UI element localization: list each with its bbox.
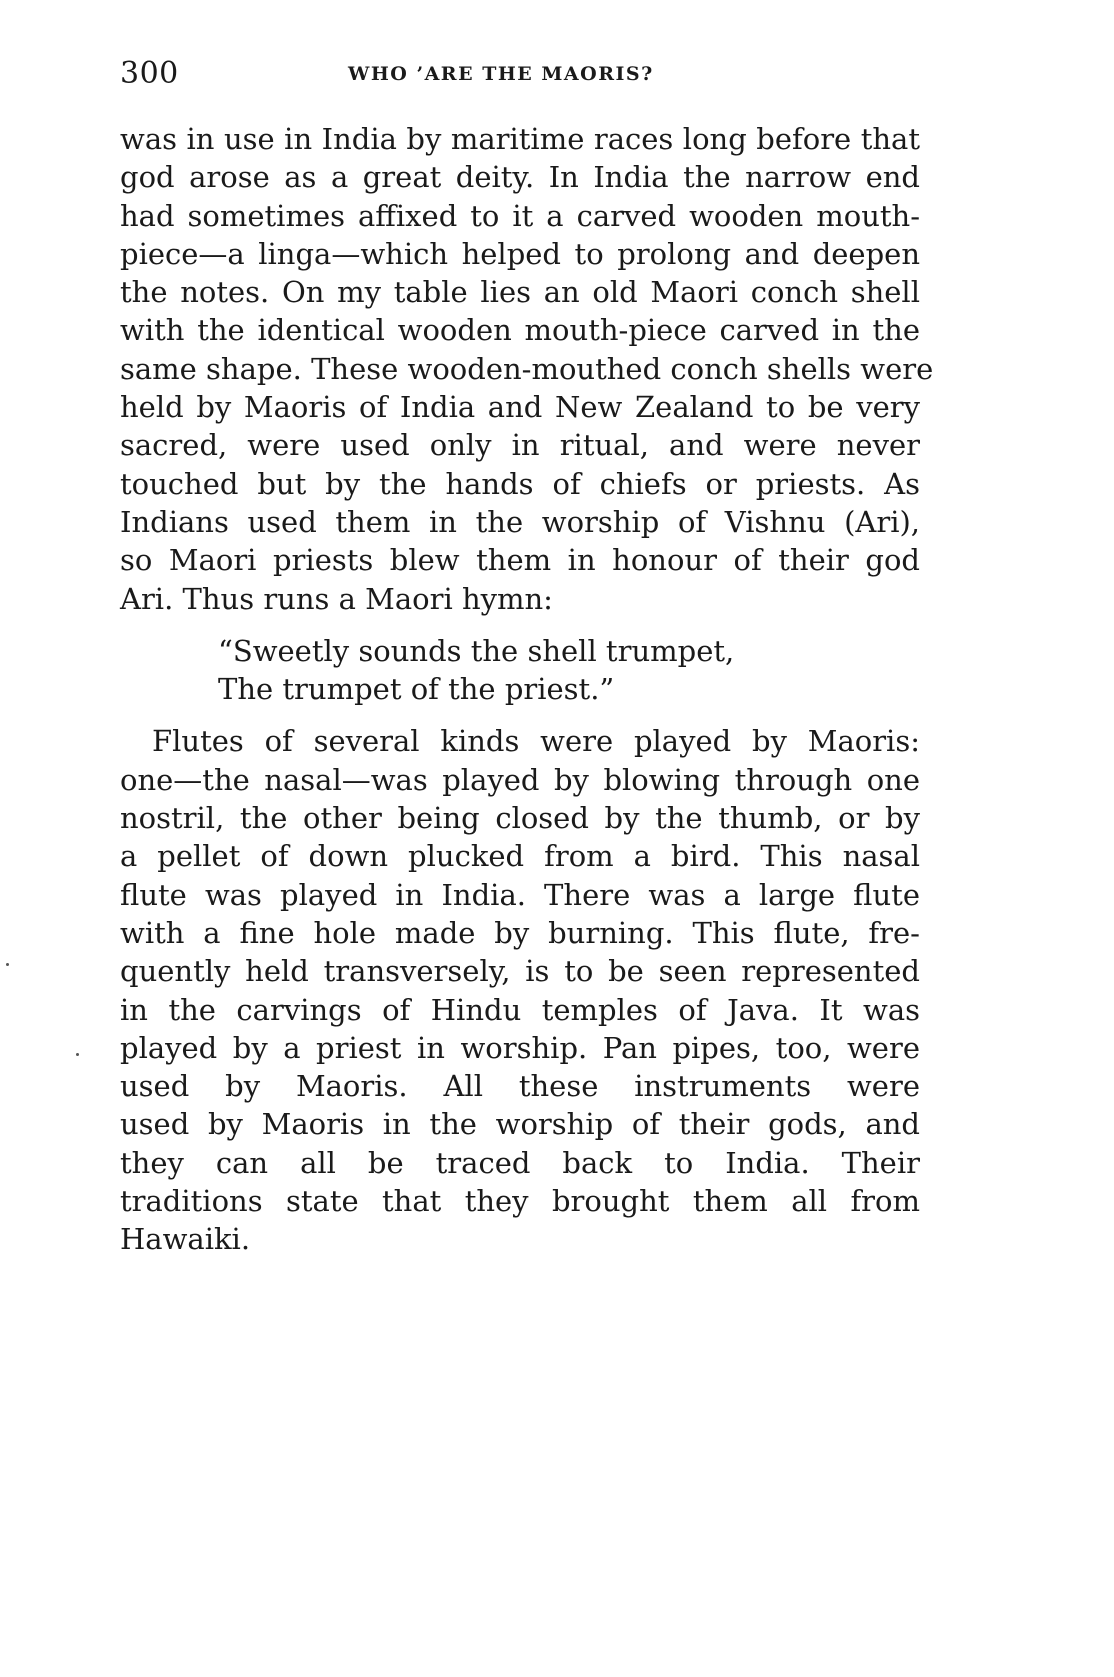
- margin-speck: [76, 1053, 79, 1056]
- text-line: same shape. These wooden-mouthed conch shells were: [120, 351, 934, 386]
- text-line: sacred, were used only in ritual, and were never: [120, 428, 920, 463]
- paragraph-2: [120, 722, 920, 1258]
- text-line: Ari. Thus runs a Maori hymn:: [120, 581, 553, 616]
- running-head: [120, 56, 920, 96]
- text-line: the notes. On my table lies an old Maori conch shell: [120, 275, 920, 310]
- text-line: flute was played in India. There was a large flute: [120, 877, 920, 912]
- text-line: had sometimes affixed to it a carved wooden mouth-: [120, 198, 920, 233]
- text-line: god arose as a great deity. In India the narrow end: [120, 160, 920, 195]
- text-line: Indians used them in the worship of Vishnu (Ari),: [120, 504, 920, 539]
- text-line: piece—a linga—which helped to prolong and deepen: [120, 236, 920, 271]
- page-number: 300: [120, 56, 179, 91]
- text-line: with a fine hole made by burning. This flute, fre-: [120, 915, 920, 950]
- text-line: a pellet of down plucked from a bird. This nasal: [120, 839, 920, 874]
- text-line: traditions state that they brought them all from: [120, 1184, 920, 1219]
- verse-line: The trumpet of the priest.”: [218, 672, 615, 707]
- text-line: held by Maoris of India and New Zealand to be very: [120, 390, 920, 425]
- text-line: so Maori priests blew them in honour of their god: [120, 543, 920, 578]
- text-line: was in use in India by maritime races long before that: [120, 122, 920, 156]
- text-line: quently held transversely, is to be seen represented: [120, 954, 920, 989]
- body-text: [120, 120, 934, 1259]
- text-line: with the identical wooden mouth-piece carved in the: [120, 313, 920, 348]
- margin-speck: [6, 963, 9, 966]
- verse-quote: [120, 632, 920, 709]
- text-line: one—the nasal—was played by blowing through one: [120, 762, 920, 797]
- text-line: Hawaiki.: [120, 1222, 251, 1257]
- text-line: touched but by the hands of chiefs or priests. As: [120, 466, 920, 501]
- text-line: they can all be traced back to India. Their: [120, 1145, 920, 1180]
- verse-line: “Sweetly sounds the shell trumpet,: [218, 633, 735, 668]
- text-line: used by Maoris. All these instruments were: [120, 1069, 920, 1104]
- text-line: nostril, the other being closed by the thumb, or by: [120, 801, 920, 836]
- text-line: in the carvings of Hindu temples of Java. It was: [120, 992, 920, 1027]
- text-line: Flutes of several kinds were played by Maoris:: [152, 724, 920, 759]
- text-line: played by a priest in worship. Pan pipes, too, were: [120, 1030, 920, 1065]
- text-line: used by Maoris in the worship of their gods, and: [120, 1107, 920, 1142]
- paragraph-1: [120, 120, 934, 618]
- running-title: WHO ’ARE THE MAORIS?: [348, 63, 654, 85]
